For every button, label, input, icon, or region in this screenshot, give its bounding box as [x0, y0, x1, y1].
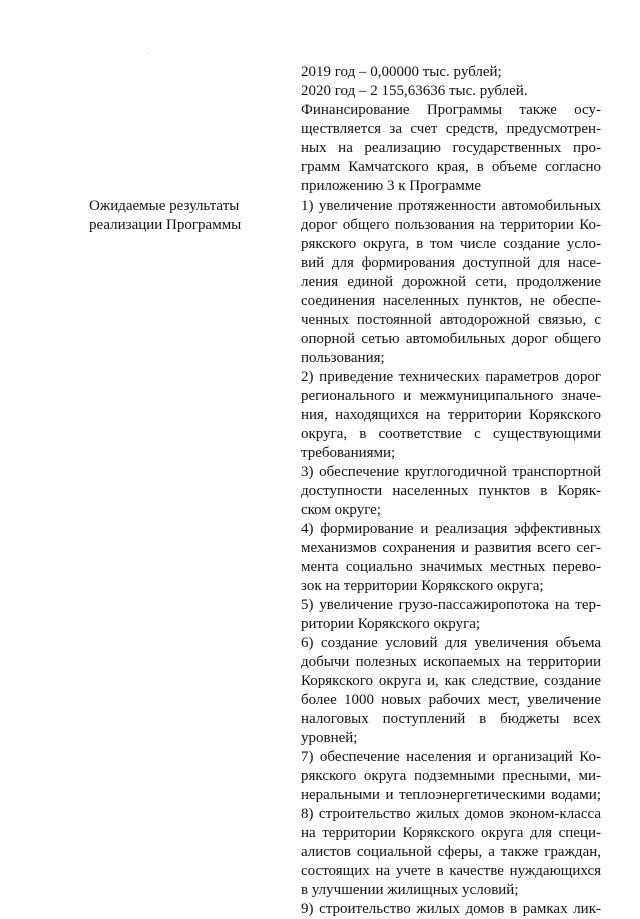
funding-line: ных на реализацию государственных про-	[301, 140, 601, 156]
results-line: 1) увеличение протяженности автомобильных	[301, 198, 601, 214]
results-line: 6) создание условий для увеличения объема	[301, 635, 601, 651]
results-line: 2) приведение технических параметров дорог	[301, 369, 601, 385]
results-line: ском округе;	[301, 502, 382, 518]
results-line: вий для формирования доступной для насе-	[301, 255, 601, 271]
scan-speck	[148, 53, 149, 54]
results-line: алистов социальной сферы, а также граждан,	[301, 844, 601, 860]
results-line: налоговых поступлений в бюджеты всех	[301, 711, 601, 727]
results-line: 7) обеспечение населения и организаций Ко-	[301, 749, 601, 765]
funding-line: 2019 год – 0,00000 тыс. рублей;	[301, 64, 502, 80]
results-line: ритории Корякского округа;	[301, 616, 481, 632]
results-line: регионального и межмуниципального значе-	[301, 388, 601, 404]
funding-text-block	[301, 63, 601, 196]
results-line: механизмов сохранения и развития всего сег-	[301, 540, 601, 556]
results-line: ления единой дорожной сети, продолжение	[301, 274, 601, 290]
results-label-line-2: реализации Программы	[89, 217, 242, 233]
results-line: более 1000 новых рабочих мест, увеличение	[301, 692, 601, 708]
results-line: соединения населенных пунктов, не обеспе-	[301, 293, 601, 309]
results-line: рякского округа подземными пресными, ми-	[301, 768, 601, 784]
results-line: 4) формирование и реализация эффективных	[301, 521, 601, 537]
results-line: доступности населенных пунктов в Коряк-	[301, 483, 601, 499]
results-line: в улучшении жилищных условий;	[301, 882, 519, 898]
results-line: ния, находящихся на территории Корякского	[301, 407, 601, 423]
results-line: опорной сетью автомобильных дорог общего	[301, 331, 601, 347]
results-line: уровней;	[301, 730, 358, 746]
funding-line: 2020 год – 2 155,63636 тыс. рублей.	[301, 83, 528, 99]
results-line: ченных постоянной автодорожной связью, с	[301, 312, 601, 328]
results-line: 3) обеспечение круглогодичной транспортной	[301, 464, 601, 480]
results-line: 5) увеличение грузо-пассажиропотока на тер-	[301, 597, 601, 613]
results-label	[89, 197, 279, 235]
results-line: 8) строительство жилых домов эконом-класса	[301, 806, 601, 822]
results-text-block	[301, 197, 601, 919]
results-line: на территории Корякского округа для специ-	[301, 825, 601, 841]
funding-line: приложению 3 к Программе	[301, 178, 482, 194]
results-line: неральными и теплоэнергетическими водами;	[301, 787, 601, 803]
funding-line: грамм Камчатского края, в объеме согласно	[301, 159, 601, 175]
results-label-line-1: Ожидаемые результаты	[89, 198, 240, 214]
results-line: рякского округа, в том числе создание усло-	[301, 236, 601, 252]
results-line: требованиями;	[301, 445, 396, 461]
results-line: Корякского округа и, как следствие, создание	[301, 673, 601, 689]
results-line: дорог общего пользования на территории Ко-	[301, 217, 601, 233]
results-line: мента социально значимых местных перево-	[301, 559, 601, 575]
results-line: состоящих на учете в качестве нуждающихся	[301, 863, 601, 879]
funding-line: Финансирование Программы также осу-	[301, 102, 601, 118]
funding-line: ществляется за счет средств, предусмотрен-	[301, 121, 601, 137]
results-line: пользования;	[301, 350, 385, 366]
results-line: зок на территории Корякского округа;	[301, 578, 544, 594]
results-line: округа, в соответствие с существующими	[301, 426, 601, 442]
results-line: 9) строительство жилых домов в рамках лик-	[301, 901, 601, 917]
results-line: добычи полезных ископаемых на территории	[301, 654, 601, 670]
